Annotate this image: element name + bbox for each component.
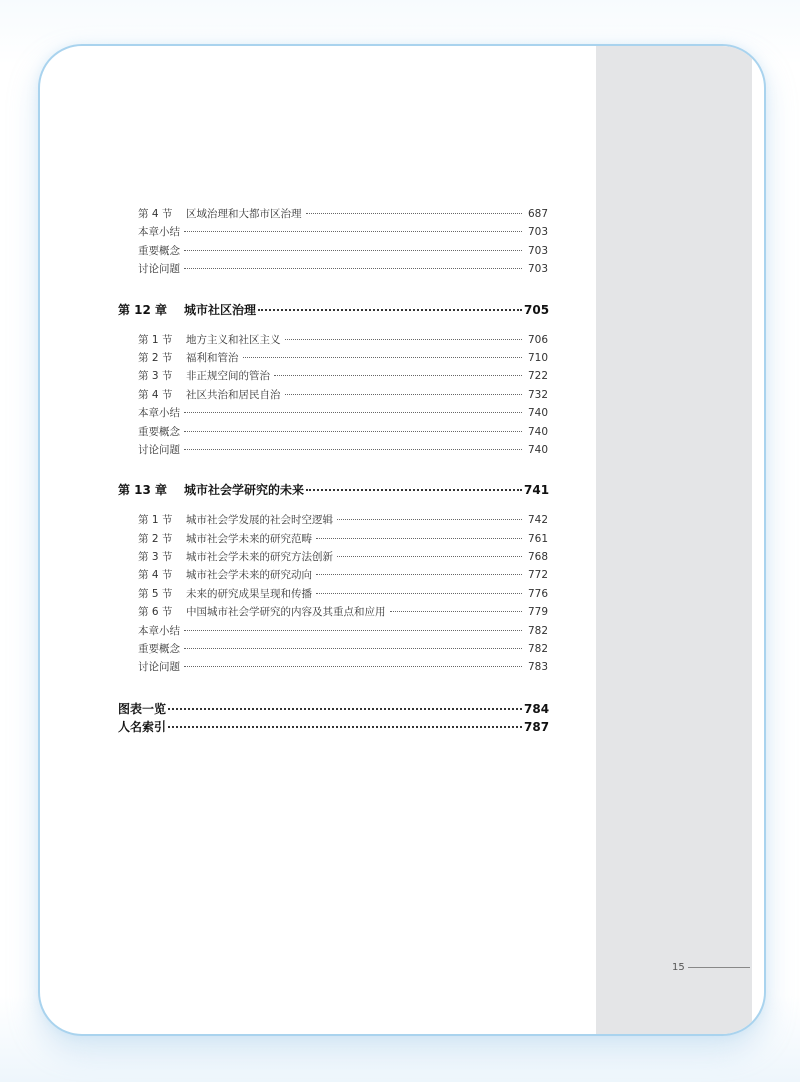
page-ref: 740	[527, 443, 548, 456]
leader-dots	[316, 593, 522, 594]
toc-entry[interactable]	[118, 387, 548, 405]
section-number: 第 6 节	[138, 606, 173, 619]
table-of-contents	[118, 206, 548, 737]
section-title: 中国城市社会学研究的内容及其重点和应用	[186, 606, 386, 619]
leader-dots	[337, 519, 522, 520]
leader-dots	[243, 357, 523, 358]
page-ref: 705	[524, 302, 550, 317]
toc-entry[interactable]	[118, 261, 548, 279]
toc-entry[interactable]	[118, 623, 548, 641]
page-ref: 772	[527, 569, 548, 582]
leader-dots	[184, 666, 522, 667]
back-matter-title: 图表一览	[118, 701, 167, 716]
page-ref: 703	[527, 244, 548, 257]
chapter-title: 城市社区治理	[184, 302, 257, 317]
back-matter-entry[interactable]	[118, 718, 548, 737]
leader-dots	[337, 556, 522, 557]
leader-dots	[184, 268, 522, 269]
page-ref: 768	[527, 551, 548, 564]
toc-entry[interactable]	[118, 368, 548, 386]
back-matter-title: 人名索引	[118, 720, 167, 735]
toc-entry[interactable]	[118, 243, 548, 261]
toc-entry[interactable]	[118, 659, 548, 677]
section-title: 城市社会学未来的研究范畴	[186, 532, 312, 545]
toc-entry[interactable]	[118, 567, 548, 585]
section-number: 第 2 节	[138, 532, 173, 545]
section-title: 社区共治和居民自治	[186, 388, 281, 401]
leader-dots	[184, 412, 522, 413]
leader-dots	[184, 431, 522, 432]
page-number	[672, 962, 750, 973]
page-ref: 783	[527, 661, 548, 674]
page-ref: 782	[527, 643, 548, 656]
section-title: 未来的研究成果呈现和传播	[186, 587, 312, 600]
page-ref: 787	[524, 720, 550, 735]
section-title: 讨论问题	[138, 443, 180, 456]
section-number: 第 3 节	[138, 551, 173, 564]
section-title: 重要概念	[138, 425, 180, 438]
section-title: 区域治理和大都市区治理	[186, 208, 302, 220]
section-number: 第 1 节	[138, 514, 173, 527]
leader-dots	[274, 375, 522, 376]
page-ref: 761	[527, 532, 548, 545]
side-margin-panel	[596, 46, 752, 1034]
toc-entry[interactable]	[118, 512, 548, 530]
page-ref: 779	[527, 606, 548, 619]
toc-entry[interactable]	[118, 604, 548, 622]
page-ref: 776	[527, 587, 548, 600]
chapter-number: 第 13 章	[118, 483, 168, 498]
page-ref: 740	[527, 407, 548, 420]
section-title: 城市社会学发展的社会时空逻辑	[186, 514, 333, 527]
leader-dots	[184, 449, 522, 450]
page-ref: 703	[527, 263, 548, 276]
section-title: 地方主义和社区主义	[186, 333, 281, 346]
section-title: 本章小结	[138, 407, 180, 420]
section-number: 第 5 节	[138, 587, 173, 600]
leader-dots	[316, 574, 522, 575]
section-number: 第 4 节	[138, 569, 173, 582]
page-ref: 742	[527, 514, 548, 527]
leader-dots	[285, 339, 523, 340]
page-ref: 710	[527, 351, 548, 364]
chapter-12-heading[interactable]	[118, 301, 548, 323]
toc-entry[interactable]	[118, 332, 548, 350]
leader-dots	[184, 250, 522, 251]
section-title: 本章小结	[138, 226, 180, 239]
section-number: 第 2 节	[138, 351, 173, 364]
page-ref: 741	[524, 483, 550, 498]
toc-entry[interactable]	[118, 405, 548, 423]
page-ref: 687	[527, 208, 548, 220]
page-ref: 782	[527, 624, 548, 637]
chapter-number: 第 12 章	[118, 302, 168, 317]
chapter-13-heading[interactable]	[118, 481, 548, 503]
page-ref: 740	[527, 425, 548, 438]
page-ref: 703	[527, 226, 548, 239]
page-number-rule	[688, 967, 750, 968]
section-title: 本章小结	[138, 624, 180, 637]
toc-entry[interactable]	[118, 641, 548, 659]
leader-dots	[184, 630, 522, 631]
section-number: 第 3 节	[138, 370, 173, 383]
leader-dots	[184, 231, 522, 232]
section-title: 讨论问题	[138, 263, 180, 276]
page-ref: 732	[527, 388, 548, 401]
chapter-title: 城市社会学研究的未来	[184, 483, 305, 498]
section-title: 城市社会学未来的研究动向	[186, 569, 312, 582]
leader-dots	[184, 648, 522, 649]
section-title: 非正规空间的管治	[186, 370, 270, 383]
toc-entry[interactable]	[118, 350, 548, 368]
leader-dots	[258, 309, 522, 311]
toc-entry[interactable]	[118, 424, 548, 442]
section-title: 重要概念	[138, 244, 180, 257]
toc-entry[interactable]	[118, 206, 548, 224]
leader-dots	[316, 538, 522, 539]
section-number: 第 1 节	[138, 333, 173, 346]
toc-entry[interactable]	[118, 224, 548, 242]
section-title: 重要概念	[138, 643, 180, 656]
page-ref: 706	[527, 333, 548, 346]
section-number: 第 4 节	[138, 208, 173, 220]
leader-dots	[285, 394, 523, 395]
leader-dots	[390, 611, 523, 612]
section-number: 第 4 节	[138, 388, 173, 401]
back-matter-entry[interactable]	[118, 700, 548, 719]
page-ref: 722	[527, 370, 548, 383]
leader-dots	[306, 489, 522, 491]
section-title: 福利和管治	[186, 351, 239, 364]
page-number-text: 15	[672, 962, 685, 973]
book-page-frame	[38, 44, 766, 1036]
toc-entry[interactable]	[118, 442, 548, 460]
section-title: 城市社会学未来的研究方法创新	[186, 551, 333, 564]
toc-entry[interactable]	[118, 549, 548, 567]
leader-dots	[168, 726, 522, 728]
leader-dots	[306, 213, 523, 214]
page-ref: 784	[524, 701, 550, 716]
section-title: 讨论问题	[138, 661, 180, 674]
toc-entry[interactable]	[118, 586, 548, 604]
leader-dots	[168, 708, 522, 710]
toc-entry[interactable]	[118, 531, 548, 549]
